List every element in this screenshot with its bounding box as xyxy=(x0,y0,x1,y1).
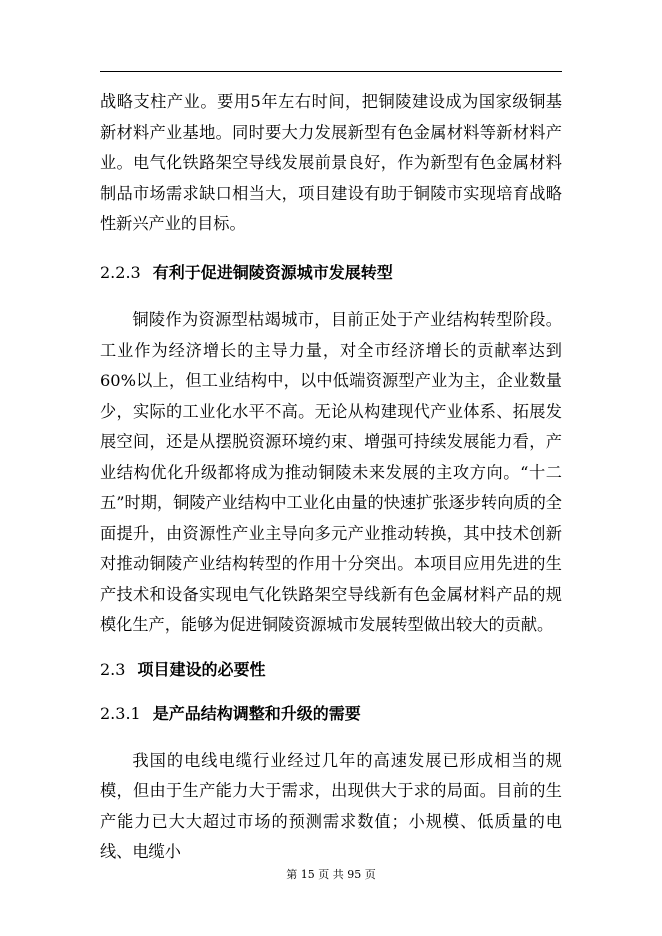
paragraph-product-structure: 我国的电线电缆行业经过几年的高速发展已形成相当的规模，但由于生产能力大于需求，出现供大于求的局面。目前的生产能力已大大超过市场的预测需求数值；小规模、低质量的电线、电缆小 xyxy=(100,750,562,861)
section-number: 2.3 xyxy=(100,659,126,679)
section-heading-2-2-3 xyxy=(100,258,562,289)
section-title: 是产品结构调整和升级的需要 xyxy=(152,704,361,723)
section-title: 项目建设的必要性 xyxy=(137,659,266,679)
section-title: 有利于促进铜陵资源城市发展转型 xyxy=(152,262,393,282)
header-rule xyxy=(100,71,562,72)
section-heading-2-3 xyxy=(100,655,562,686)
section-number: 2.2.3 xyxy=(100,262,141,282)
section-number: 2.3.1 xyxy=(100,704,141,723)
page-number-footer: 第 15 页 共 95 页 xyxy=(286,868,376,881)
document-body xyxy=(100,87,562,868)
section-heading-2-3-1 xyxy=(100,699,562,730)
paragraph-strategic-industry: 战略支柱产业。要用5年左右时间，把铜陵建设成为国家级铜基新材料产业基地。同时要大力发展新型有色金属材料等新材料产业。电气化铁路架空导线发展前景良好，作为新型有色金属材料制品市场需求缺口相当大，项目建设有助于铜陵市实现培育战略性新兴产业的目标。 xyxy=(100,92,562,233)
paragraph-city-transformation: 铜陵作为资源型枯竭城市，目前正处于产业结构转型阶段。工业作为经济增长的主导力量，对全市经济增长的贡献率达到60%以上，但工业结构中，以中低端资源型产业为主，企业数量少，实际的工业化水平不高。无论从构建现代产业体系、拓展发展空间，还是从摆脱资源环境约束、增强可持续发展能力看，产业结构优化升级都将成为推动铜陵未来发展的主攻方向。“十二五”时期，铜陵产业结构中工业化由量的快速扩张逐步转向质的全面提升，由资源性产业主导向多元产业推动转换，其中技术创新对推动铜陵产业结构转型的作用十分突出。本项目应用先进的生产技术和设备实现电气化铁路架空导线新有色金属材料产品的规模化生产，能够为促进铜陵资源城市发展转型做出较大的贡献。 xyxy=(100,310,562,634)
